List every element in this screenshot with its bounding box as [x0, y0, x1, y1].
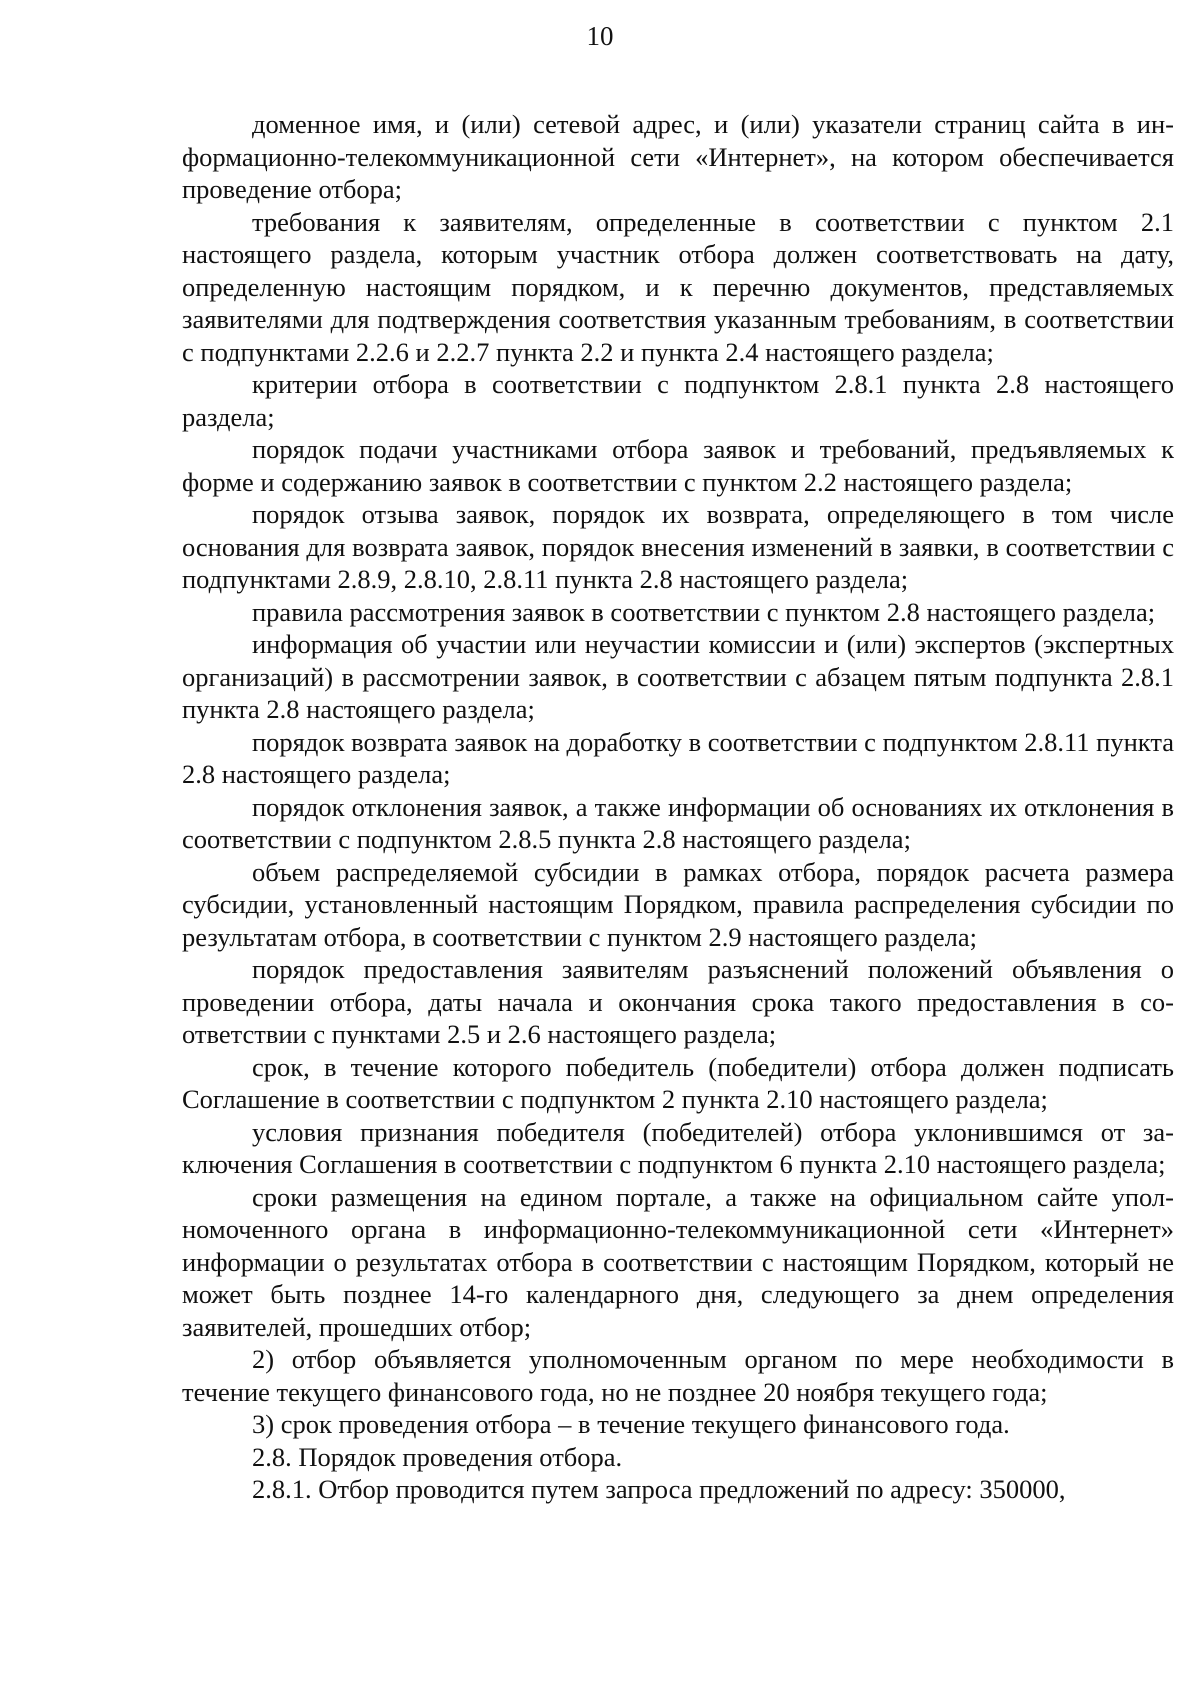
paragraph-12: срок, в течение которого победитель (победители) отбора должен подписать Соглашение в соответствии с подпунктом 2 пункта 2.10 настоящего раздела; [182, 1051, 1174, 1114]
paragraph-1: доменное имя, и (или) сетевой адрес, и (или) указатели страниц сайта в информационно-телекоммуникационной сети «Интернет», на котором обеспечивается проведение отбора; [182, 109, 1174, 204]
paragraph-17: 2.8. Порядок проведения отбора. [252, 1441, 623, 1472]
paragraph-13: условия признания победителя (победителей) отбора уклонившимся от заключения Соглашения в соответствии с подпунктом 6 пункта 2.10 настоящего раздела; [182, 1116, 1174, 1179]
page-number: 10 [586, 21, 614, 51]
paragraph-5: порядок отзыва заявок, порядок их возврата, определяющего в том числе основания для возврата заявок, порядок внесения изменений в заявки, в соответствии с подпунктами 2.8.9, 2.8.10, 2.8.11 пункта 2.8 настоящего раздела; [182, 499, 1174, 594]
paragraph-15: 2) отбор объявляется уполномоченным органом по мере необходимости в течение текущего финансового года, но не позднее 20 ноября текущего года; [182, 1344, 1174, 1407]
paragraph-8: порядок возврата заявок на доработку в соответствии с подпунктом 2.8.11 пункта 2.8 настоящего раздела; [182, 726, 1174, 789]
paragraph-16: 3) срок проведения отбора – в течение текущего финансового года. [252, 1409, 1010, 1439]
paragraph-2: требования к заявителям, определенные в соответствии с пунктом 2.1 настоящего раздела, которым участник отбора должен соответствовать на дату, определенную настоящим порядком, и к перечню документов, представляемых заявителями для подтверждения соответствия указанным требованиям, в соответствии с подпунктами 2.2.6 и 2.2.7 пункта 2.2 и пункта 2.4 настоящего раздела; [182, 206, 1174, 367]
paragraph-11: порядок предоставления заявителям разъяснений положений объявления о проведении отбора, даты начала и окончания срока такого предоставления в соответствии с пунктами 2.5 и 2.6 настоящего раздела; [182, 954, 1174, 1049]
paragraph-4: порядок подачи участниками отбора заявок и требований, предъявляемых к форме и содержанию заявок в соответствии с пунктом 2.2 настоящего раздела; [182, 434, 1174, 497]
paragraph-18: 2.8.1. Отбор проводится путем запроса предложений по адресу: 350000, [252, 1474, 1066, 1504]
document-body [182, 108, 1174, 1506]
paragraph-9: порядок отклонения заявок, а также информации об основаниях их отклонения в соответствии с подпунктом 2.8.5 пункта 2.8 настоящего раздела; [182, 791, 1174, 854]
paragraph-3: критерии отбора в соответствии с подпунктом 2.8.1 пункта 2.8 настоящего раздела; [182, 369, 1174, 432]
paragraph-7: информация об участии или неучастии комиссии и (или) экспертов (экспертных организаций) в рассмотрении заявок, в соответствии с абзацем пятым подпункта 2.8.1 пункта 2.8 настоящего раздела; [182, 629, 1174, 724]
paragraph-10: объем распределяемой субсидии в рамках отбора, порядок расчета размера субсидии, установленный настоящим Порядком, правила распределения субсидии по результатам отбора, в соответствии с пунктом 2.9 настоящего раздела; [182, 856, 1174, 952]
paragraph-6: правила рассмотрения заявок в соответствии с пунктом 2.8 настоящего раздела; [252, 596, 1156, 627]
paragraph-14: сроки размещения на едином портале, а также на официальном сайте уполномоченного органа в информационно-телекоммуникационной сети «Интернет» информации о результатах отбора в соответствии с настоящим Порядком, который не может быть позднее 14-го календарного дня, следующего за днем определения заявителей, прошедших отбор; [182, 1181, 1174, 1342]
